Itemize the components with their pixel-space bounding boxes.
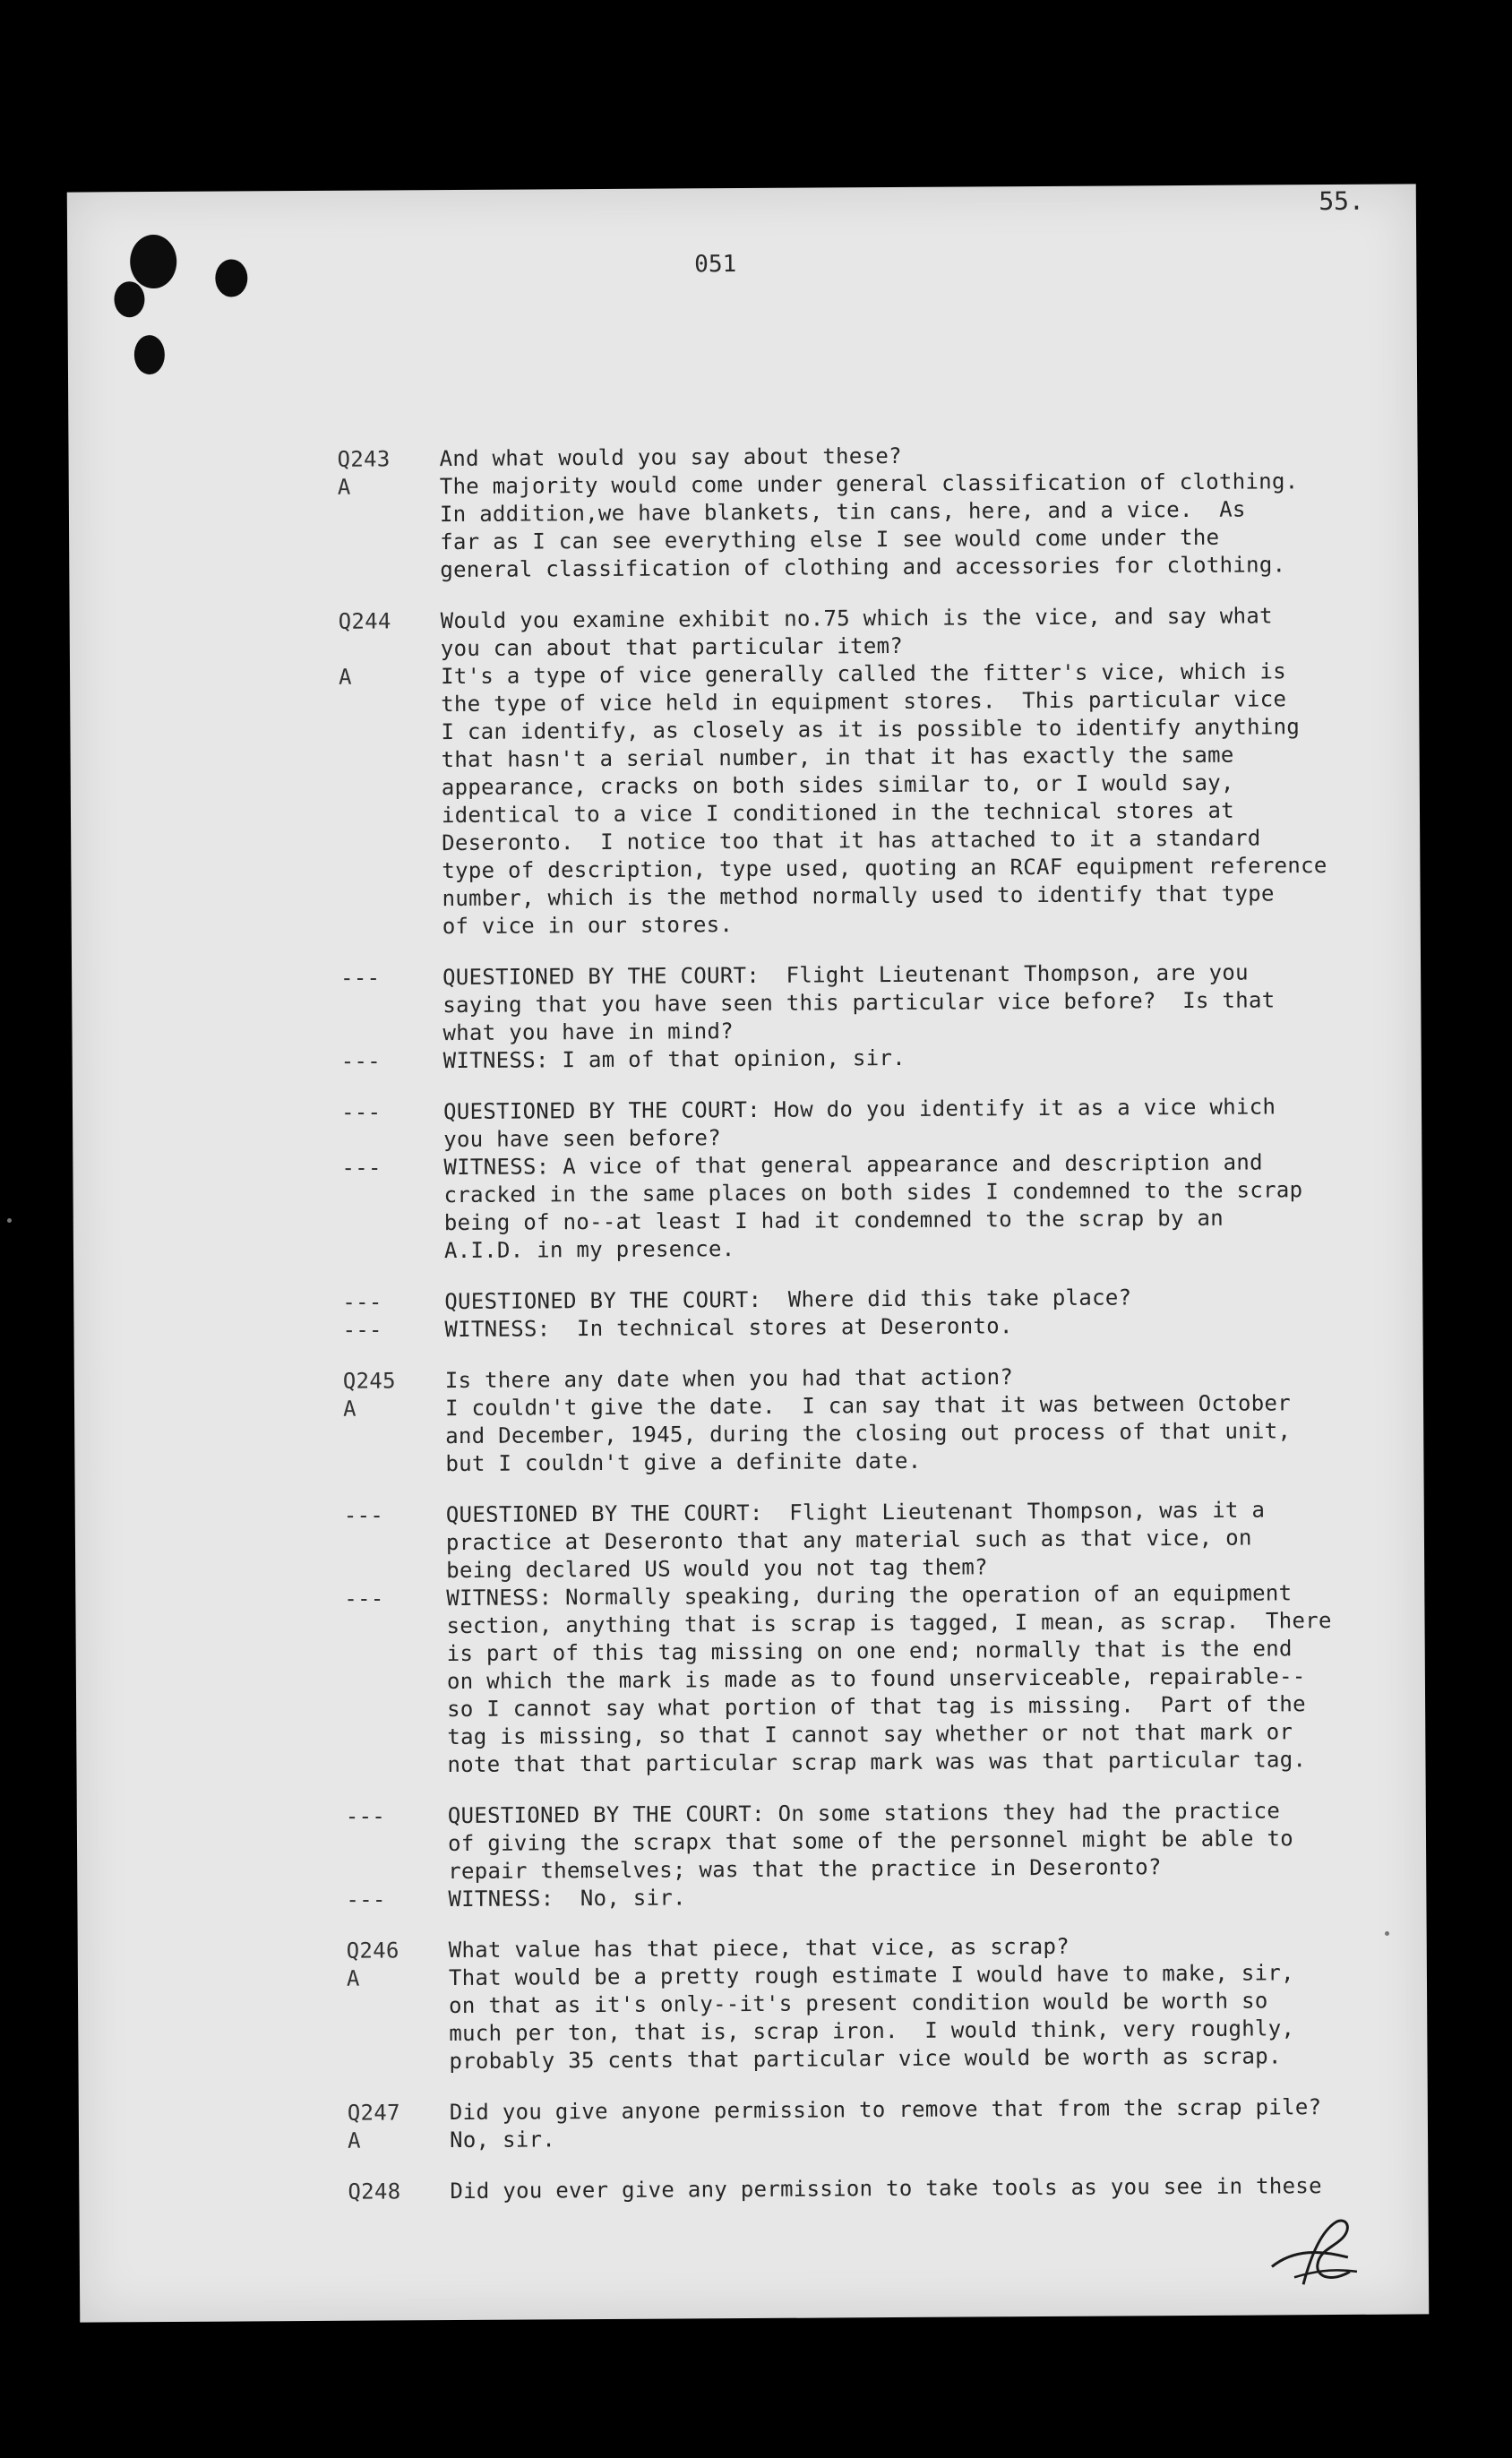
line-text: of giving the scrapx that some of the personnel might be able to — [447, 1826, 1294, 1857]
line-text: cracked in the same places on both sides I condemned to the scrap — [443, 1177, 1303, 1208]
line-text: saying that you have seen this particular vice before? Is that — [442, 987, 1276, 1018]
transcript-line — [341, 1042, 1371, 1076]
transcript-body — [337, 440, 1378, 2230]
speaker-label — [346, 1858, 448, 1886]
speaker-label — [347, 2048, 449, 2076]
speaker-label: A — [337, 474, 351, 500]
speaker-label — [341, 1126, 443, 1155]
speaker-label: --- — [343, 1502, 384, 1528]
line-text: In addition,we have blankets, tin cans, here, and a vice. As — [439, 496, 1246, 528]
line-text: but I couldn't give a definite date. — [445, 1448, 922, 1477]
transcript-line — [348, 2121, 1378, 2155]
speaker-label: Q246 — [346, 1938, 399, 1964]
speaker-label: Q244 — [338, 608, 391, 634]
transcript-line — [343, 1445, 1373, 1479]
line-text: of vice in our stores. — [442, 912, 734, 940]
transcript-line — [345, 1746, 1375, 1780]
page-number: 55. — [1319, 185, 1364, 217]
line-text: that hasn't a serial number, in that it has exactly the same — [441, 742, 1234, 773]
transcript-line — [342, 1232, 1372, 1266]
speaker-label — [345, 1751, 447, 1780]
speaker-label — [347, 1992, 449, 2021]
transcript-line — [338, 551, 1368, 585]
speaker-label — [344, 1529, 446, 1558]
speaker-label — [343, 1422, 445, 1451]
speaker-label: A — [342, 1396, 357, 1422]
line-text: QUESTIONED BY THE COURT: Where did this take place? — [444, 1285, 1132, 1315]
line-text: Deseronto. I notice too that it has attached to it a standard — [442, 825, 1261, 856]
line-text: QUESTIONED BY THE COURT: How do you identify it as a vice which — [442, 1094, 1276, 1125]
handwritten-initials — [1267, 2213, 1367, 2294]
line-text: you have seen before? — [443, 1125, 722, 1153]
speaker-label — [340, 1019, 442, 1048]
line-text: And what would you say about these? — [439, 443, 902, 472]
line-text: Would you examine exhibit no.75 which is the vice, and say what — [440, 603, 1273, 634]
line-text: appearance, cracks on both sides similar to, or I would say, — [441, 769, 1234, 801]
line-text: Did you ever give any permission to take tools as you see in these — [450, 2173, 1322, 2204]
line-text: QUESTIONED BY THE COURT: On some stations they had the practice — [447, 1798, 1281, 1829]
line-text: It's a type of vice generally called the fitter's vice, which is — [440, 658, 1287, 690]
line-text: being of no--at least I had it condemned to the scrap by an — [443, 1205, 1224, 1236]
speaker-label: Q248 — [348, 2179, 401, 2204]
line-text: you can about that particular item? — [440, 632, 904, 662]
speaker-label: --- — [340, 1099, 382, 1125]
speaker-label: --- — [344, 1586, 384, 1611]
transcript-entry — [348, 2172, 1378, 2206]
line-text: That would be a pretty rough estimate I would have to make, sir, — [448, 1960, 1294, 1991]
speaker-label — [347, 2020, 449, 2049]
line-text: far as I can see everything else I see would come under the — [440, 524, 1220, 555]
line-text: I can identify, as closely as it is possible to identify anything — [441, 714, 1301, 745]
speaker-label — [339, 635, 441, 664]
transcript-entry — [343, 1362, 1374, 1479]
transcript-entry — [346, 1797, 1377, 1914]
line-text: WITNESS: I am of that opinion, sir. — [442, 1044, 906, 1074]
transcript-line — [346, 1880, 1376, 1914]
speaker-label — [339, 802, 442, 830]
document-code: 051 — [694, 251, 737, 279]
speaker-label: --- — [342, 1289, 382, 1315]
speaker-label — [338, 529, 440, 557]
speaker-label: --- — [342, 1317, 382, 1343]
line-text: QUESTIONED BY THE COURT: Flight Lieutenant Thompson, are you — [442, 959, 1249, 991]
line-text: note that that particular scrap mark was was that particular tag. — [447, 1747, 1307, 1778]
line-text: is part of this tag missing on one end; normally that is the end — [446, 1636, 1293, 1667]
transcript-entry — [340, 958, 1371, 1076]
speaker-label — [340, 992, 442, 1020]
speaker-label: --- — [340, 1048, 382, 1074]
line-text: so I cannot say what portion of that tag is missing. Part of the — [447, 1691, 1306, 1723]
scan-speck — [7, 1218, 12, 1223]
line-text: being declared US would you not tag them? — [446, 1554, 988, 1584]
line-text: I couldn't give the date. I can say that it was between October — [444, 1390, 1292, 1422]
speaker-label — [338, 556, 440, 585]
speaker-label — [345, 1723, 447, 1752]
transcript-entry — [348, 2093, 1378, 2155]
speaker-label — [339, 829, 442, 858]
transcript-entry — [341, 1093, 1372, 1266]
line-text: Did you give anyone permission to remove that from the scrap pile? — [449, 2094, 1322, 2126]
speaker-label — [340, 913, 442, 941]
speaker-label — [343, 1450, 445, 1479]
speaker-label — [342, 1182, 444, 1210]
transcript-entry — [342, 1283, 1372, 1345]
speaker-label — [338, 501, 440, 529]
speaker-label — [339, 774, 442, 803]
transcript-entry — [347, 1931, 1378, 2076]
speaker-label — [346, 1830, 448, 1859]
transcript-entry — [337, 440, 1368, 585]
speaker-label — [345, 1668, 447, 1697]
line-text: What value has that piece, that vice, as scrap? — [448, 1933, 1070, 1964]
ink-blot — [134, 335, 165, 374]
speaker-label — [342, 1209, 444, 1238]
line-text: type of description, type used, quoting an RCAF equipment reference — [442, 853, 1327, 884]
line-text: The majority would come under general classification of clothing. — [439, 468, 1299, 500]
line-text: and December, 1945, during the closing out process of that unit, — [445, 1418, 1292, 1449]
line-text: A.I.D. in my presence. — [443, 1236, 735, 1264]
line-text: number, which is the method normally used to identify that type — [442, 881, 1275, 912]
line-text: the type of vice held in equipment stores. This particular vice — [441, 686, 1287, 718]
line-text: WITNESS: No, sir. — [448, 1885, 686, 1912]
transcript-line — [340, 907, 1370, 941]
transcript-entry — [339, 602, 1370, 941]
speaker-label — [345, 1640, 447, 1669]
speaker-label: --- — [346, 1886, 386, 1912]
line-text: tag is missing, so that I cannot say whether or not that mark or — [447, 1719, 1293, 1750]
line-text: practice at Deseronto that any material such as that vice, on — [445, 1525, 1252, 1556]
line-text: No, sir. — [449, 2127, 556, 2153]
transcript-line — [342, 1311, 1372, 1345]
speaker-label: Q245 — [342, 1368, 396, 1394]
speaker-label: A — [346, 1965, 360, 1991]
speaker-label — [342, 1237, 444, 1266]
line-text: Is there any date when you had that action? — [444, 1364, 1014, 1394]
speaker-label — [339, 885, 442, 914]
line-text: identical to a vice I conditioned in the technical stores at — [441, 797, 1235, 829]
transcript-entry — [344, 1496, 1376, 1780]
speaker-label: A — [347, 2127, 361, 2153]
speaker-label — [344, 1612, 446, 1641]
transcript-line — [347, 2042, 1377, 2076]
line-text: WITNESS: Normally speaking, during the operation of an equipment — [446, 1580, 1293, 1611]
speaker-label: Q247 — [347, 2100, 400, 2126]
speaker-label — [339, 718, 441, 747]
ink-blot — [215, 259, 247, 297]
transcript-line — [348, 2172, 1378, 2206]
line-text: on that as it's only--it's present condition would be worth so — [449, 1988, 1268, 2019]
line-text: repair themselves; was that the practice in Deseronto? — [448, 1854, 1162, 1885]
speaker-label — [339, 691, 441, 719]
ink-blot — [130, 235, 176, 288]
speaker-label — [339, 746, 442, 775]
scan-speck — [1385, 1931, 1389, 1936]
ink-blot — [114, 281, 144, 317]
speaker-label — [345, 1696, 447, 1724]
document-page — [67, 184, 1429, 2322]
line-text: general classification of clothing and accessories for clothing. — [440, 552, 1286, 583]
line-text: probably 35 cents that particular vice would be worth as scrap. — [449, 2043, 1282, 2075]
line-text: WITNESS: A vice of that general appearance and description and — [443, 1149, 1263, 1181]
speaker-label: --- — [341, 1155, 382, 1181]
line-text: much per ton, that is, scrap iron. I would think, very roughly, — [449, 2015, 1295, 2047]
speaker-label: Q243 — [337, 446, 391, 472]
speaker-label: --- — [345, 1803, 386, 1829]
line-text: WITNESS: In technical stores at Deseronto. — [444, 1313, 1013, 1343]
speaker-label — [339, 857, 442, 886]
line-text: what you have in mind? — [442, 1018, 735, 1046]
speaker-label — [344, 1557, 446, 1586]
speaker-label: A — [338, 664, 352, 690]
speaker-label: --- — [340, 965, 381, 991]
line-text: section, anything that is scrap is tagged, I mean, as scrap. There — [446, 1608, 1332, 1639]
line-text: on which the mark is made as to found unserviceable, repairable-- — [446, 1663, 1306, 1695]
line-text: QUESTIONED BY THE COURT: Flight Lieutenant Thompson, was it a — [445, 1497, 1266, 1528]
